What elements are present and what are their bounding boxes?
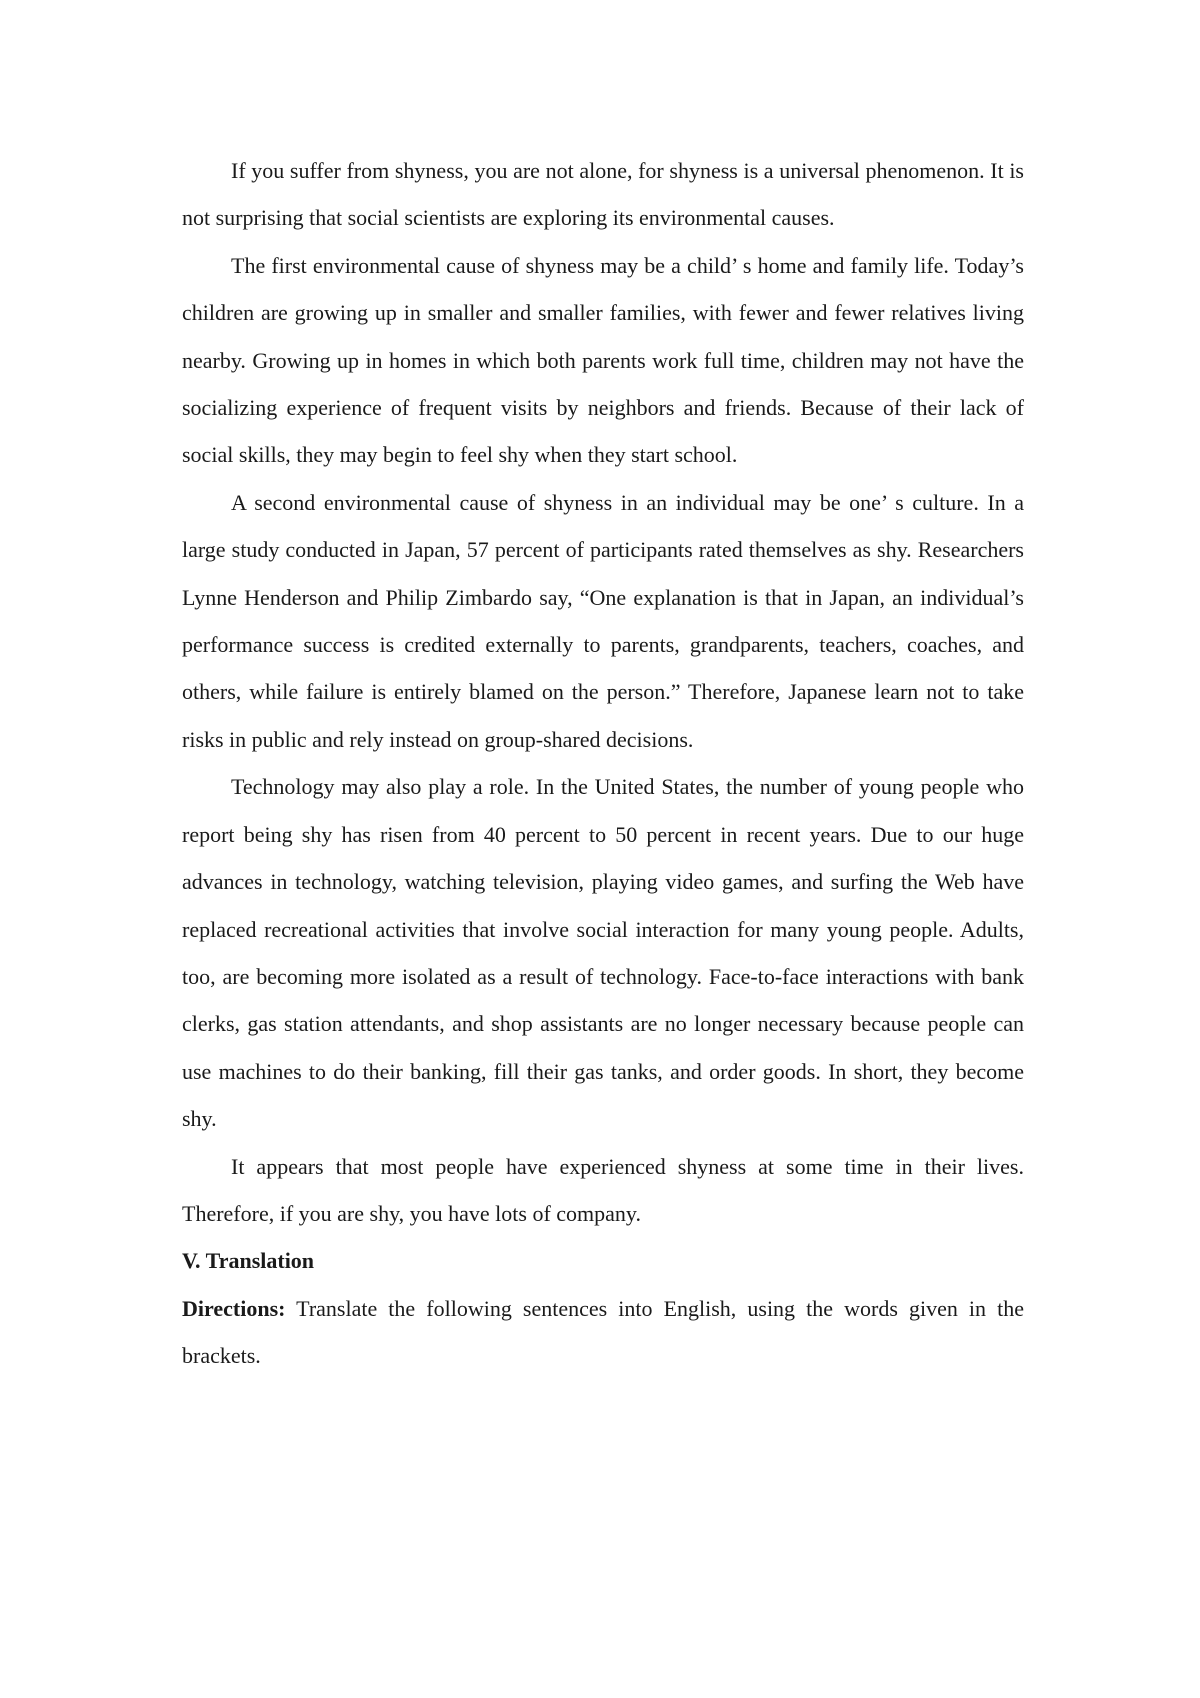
reading-passage xyxy=(182,147,1024,1380)
section-heading: V. Translation xyxy=(182,1248,315,1274)
paragraph-culture: A second environmental cause of shyness in an individual may be one’ s culture. In a large study conducted in Japan, 57 percent of participants rated themselves as shy. Researchers Lynne Henderson and Philip Zimbardo say, “One explanation is that in Japan, an individual’s performance success is credited externally to parents, grandparents, teachers, coaches, and others, while failure is entirely blamed on the person.” Therefore, Japanese learn not to take risks in public and rely instead on group-shared decisions. xyxy=(182,489,1024,752)
directions-text: Translate the following sentences into English, using the words given in the brackets. xyxy=(182,1295,1024,1369)
paragraph-intro: If you suffer from shyness, you are not alone, for shyness is a universal phenomenon. It is not surprising that social scientists are exploring its environmental causes. xyxy=(182,158,1024,231)
paragraph-home-family: The first environmental cause of shyness may be a child’ s home and family life. Today’s children are growing up in smaller and smaller families, with fewer and fewer relatives living nearby. Growing up in homes in which both parents work full time, children may not have the socializing experience of frequent visits by neighbors and friends. Because of their lack of social skills, they may begin to feel shy when they start school. xyxy=(182,252,1024,468)
paragraph-technology: Technology may also play a role. In the United States, the number of young people who report being shy has risen from 40 percent to 50 percent in recent years. Due to our huge advances in technology, watching television, playing video games, and surfing the Web have replaced recreational activities that involve social interaction for many young people. Adults, too, are becoming more isolated as a result of technology. Face-to-face interactions with bank clerks, gas station attendants, and shop assistants are no longer necessary because people can use machines to do their banking, fill their gas tanks, and order goods. In short, they become shy. xyxy=(182,774,1024,1132)
paragraph-conclusion: It appears that most people have experienced shyness at some time in their lives. Therefore, if you are shy, you have lots of company. xyxy=(182,1153,1024,1226)
directions-paragraph xyxy=(182,1285,1024,1380)
directions-label: Directions: xyxy=(182,1295,286,1321)
